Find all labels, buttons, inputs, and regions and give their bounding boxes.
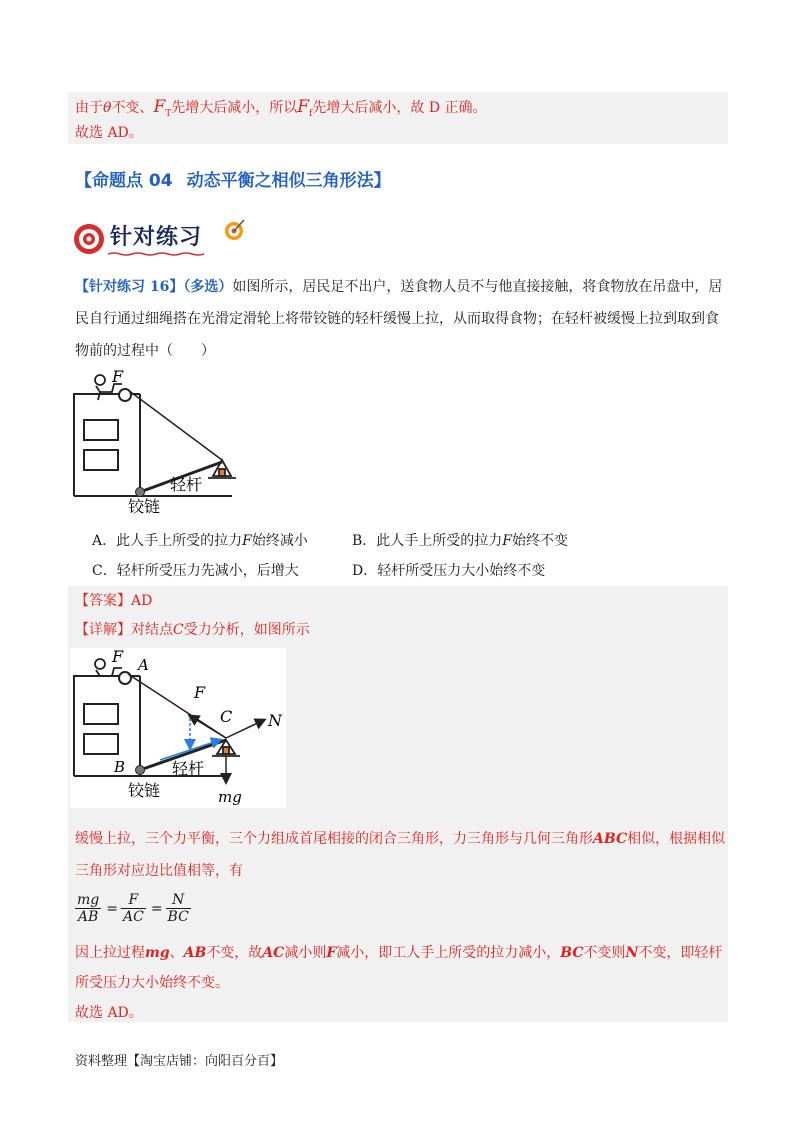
fig2-label-mg: mg bbox=[218, 788, 242, 806]
target-icon bbox=[72, 222, 106, 256]
question-line-2: 民自行通过细绳搭在光滑定滑轮上将带铰链的轻杆缓慢上拉，从而取得食物；在轻杆被缓慢上拉到取到食 bbox=[75, 311, 719, 327]
pulley-2 bbox=[119, 672, 131, 684]
fig1-label-rod: 轻杆 bbox=[170, 475, 203, 494]
conclusion-line-1: 因上拉过程mg、AB不变，故AC减小则F减小，即工人手上所受的拉力减小，BC不变则N不变，即轻杆 bbox=[75, 945, 723, 961]
figure-1 bbox=[70, 366, 250, 516]
fig2-label-rod: 轻杆 bbox=[172, 759, 205, 778]
option-c[interactable]: C．轻杆所受压力先减小，后增大 bbox=[92, 563, 299, 579]
hinge-2 bbox=[136, 766, 145, 775]
hinge bbox=[136, 488, 145, 497]
analysis-line-1: 缓慢上拉，三个力平衡，三个力组成首尾相接的闭合三角形，力三角形与几何三角形ABC相似，根据相似 bbox=[75, 831, 726, 847]
conclusion-line-2: 所受压力大小始终不变。 bbox=[75, 975, 229, 991]
fig2-label-a: A bbox=[138, 656, 149, 674]
option-b[interactable]: B．此人手上所受的拉力F始终不变 bbox=[352, 533, 569, 549]
rope bbox=[128, 390, 222, 460]
analysis-line-2: 三角形对应边比值相等，有 bbox=[75, 863, 243, 879]
badge-underline bbox=[108, 252, 204, 256]
fig1-label-f: F bbox=[112, 367, 124, 386]
footer-credit: 资料整理【淘宝店铺：向阳百分百】 bbox=[75, 1054, 284, 1069]
question-line-3: 物前的过程中（ ） bbox=[75, 343, 215, 359]
practice-badge bbox=[72, 212, 252, 262]
similarity-formula: $\frac{mg}{AB}$ = $\frac{F}{AC}$ = $\frac{N}{BC}$ bbox=[77, 892, 189, 925]
option-d[interactable]: D．轻杆所受压力大小始终不变 bbox=[352, 563, 546, 579]
figure-2 bbox=[70, 648, 286, 808]
solution-line-1: 由于θ不变、$F_T$先增大后减小，所以$F_f$先增大后减小，故 D 正确。 bbox=[75, 97, 487, 119]
fig2-label-n: N bbox=[268, 711, 282, 730]
fig1-label-hinge: 铰链 bbox=[128, 497, 161, 516]
question-line-1: 【针对练习 16】（多选）如图所示，居民足不出户，送食物人员不与他直接接触，将食物放在吊盘中，居 bbox=[75, 279, 723, 295]
conclusion-line-3: 故选 AD。 bbox=[75, 1005, 143, 1021]
fig2-label-f: F bbox=[194, 683, 206, 702]
dart-target-icon bbox=[222, 218, 246, 242]
answer-line: 【答案】AD bbox=[75, 593, 153, 609]
option-a[interactable]: A．此人手上所受的拉力F始终减小 bbox=[92, 533, 308, 549]
badge-label: 针对练习 bbox=[110, 225, 203, 250]
fig2-label-f-top: F bbox=[112, 648, 124, 666]
section-heading: 【命题点 04 动态平衡之相似三角形法】 bbox=[75, 171, 391, 191]
fig2-label-c: C bbox=[220, 707, 233, 726]
detail-line: 【详解】对结点C受力分析，如图所示 bbox=[75, 622, 310, 638]
fig2-label-b: B bbox=[114, 758, 126, 776]
solution-line-2: 故选 AD。 bbox=[75, 125, 143, 141]
fig2-label-hinge: 铰链 bbox=[128, 781, 161, 800]
